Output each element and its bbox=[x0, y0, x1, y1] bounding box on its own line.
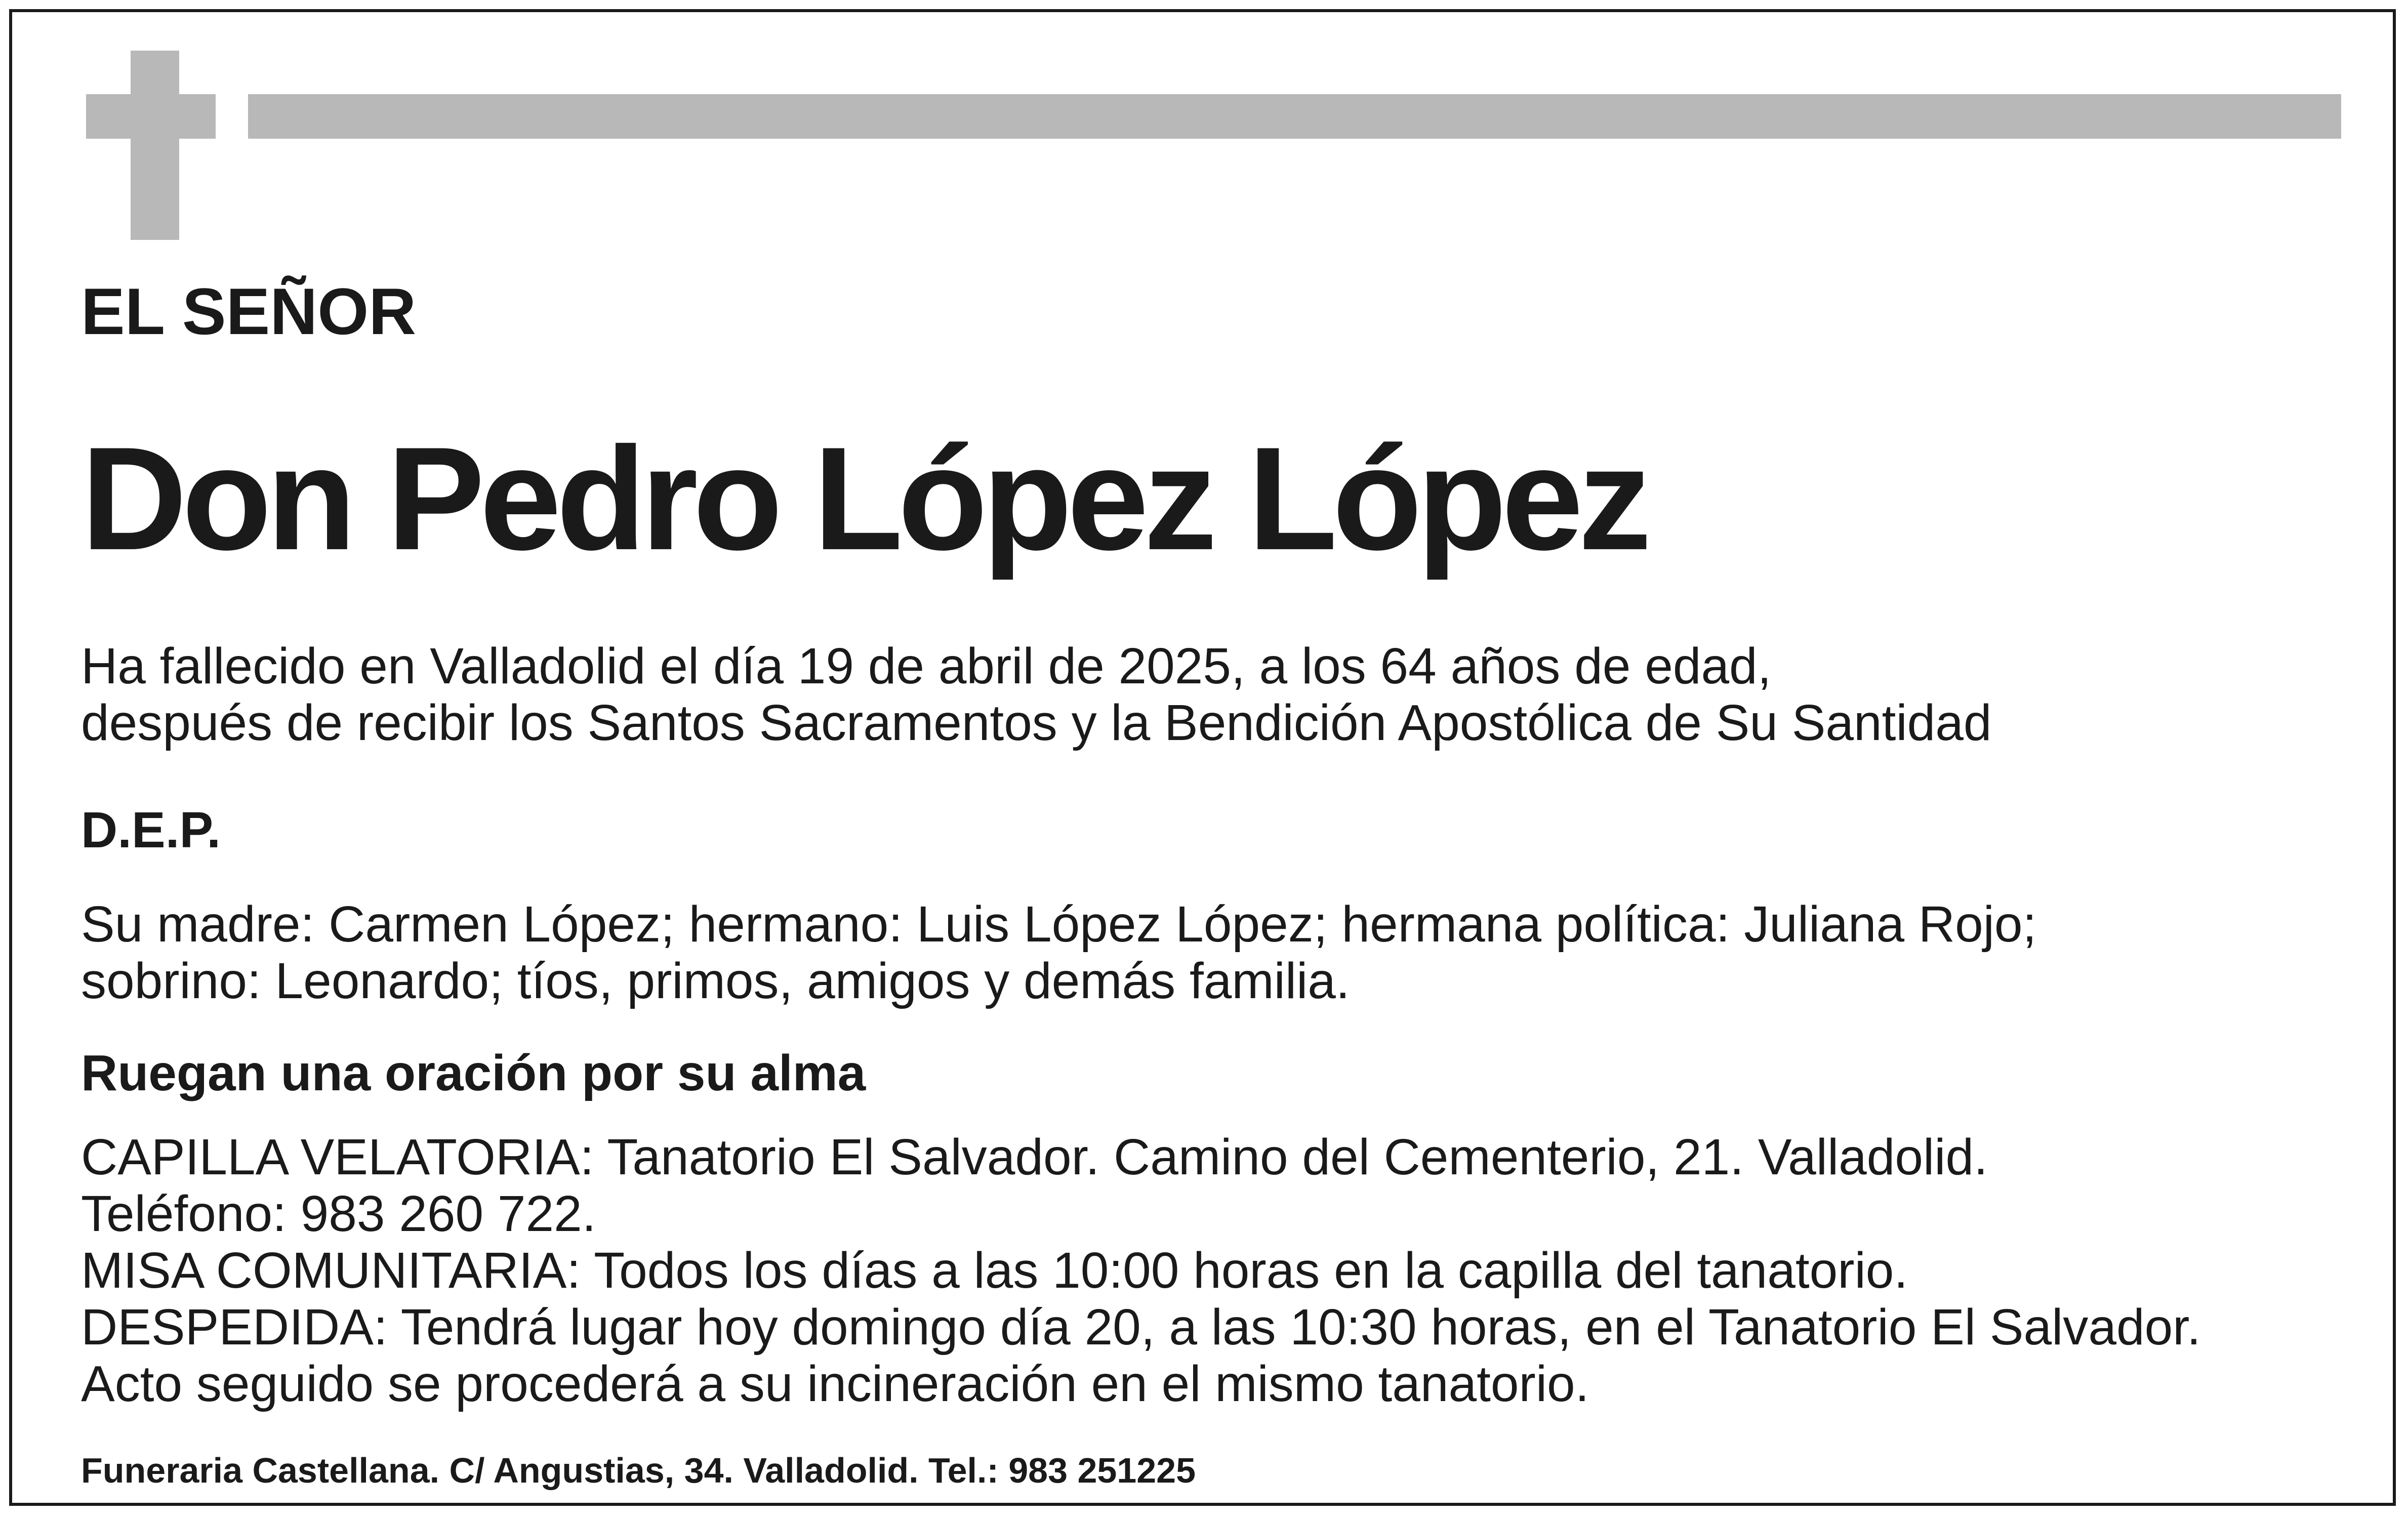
announcement-line: después de recibir los Santos Sacramentos y la Bendición Apostólica de Su Santidad bbox=[81, 694, 1992, 751]
death-announcement bbox=[81, 638, 1992, 751]
cross-horizontal-bar bbox=[86, 94, 216, 139]
funeral-home-footer: Funeraria Castellana. C/ Angustias, 34. Valladolid. Tel.: 983 251225 bbox=[81, 1451, 1196, 1490]
announcement-line: Ha fallecido en Valladolid el día 19 de abril de 2025, a los 64 años de edad, bbox=[81, 638, 1772, 694]
detail-line: DESPEDIDA: Tendrá lugar hoy domingo día 20, a las 10:30 horas, en el Tanatorio El Salvador. bbox=[81, 1299, 2201, 1356]
prayer-request: Ruegan una oración por su alma bbox=[81, 1045, 866, 1101]
detail-line: Teléfono: 983 260 722. bbox=[81, 1185, 596, 1242]
header-rule bbox=[248, 94, 2341, 139]
service-details bbox=[81, 1129, 2201, 1412]
family-list bbox=[81, 896, 2036, 1009]
cross-vertical-bar bbox=[131, 51, 179, 240]
detail-line: Acto seguido se procederá a su incineración en el mismo tanatorio. bbox=[81, 1356, 1589, 1412]
honorific: EL SEÑOR bbox=[81, 274, 417, 348]
family-line: sobrino: Leonardo; tíos, primos, amigos y demás familia. bbox=[81, 953, 1350, 1009]
detail-line: MISA COMUNITARIA: Todos los días a las 10:00 horas en la capilla del tanatorio. bbox=[81, 1242, 1908, 1299]
detail-line: CAPILLA VELATORIA: Tanatorio El Salvador. Camino del Cementerio, 21. Valladolid. bbox=[81, 1129, 1988, 1185]
deceased-name: Don Pedro López López bbox=[81, 417, 1647, 581]
family-line: Su madre: Carmen López; hermano: Luis López López; hermana política: Juliana Rojo; bbox=[81, 896, 2037, 953]
dep-label: D.E.P. bbox=[81, 802, 221, 858]
